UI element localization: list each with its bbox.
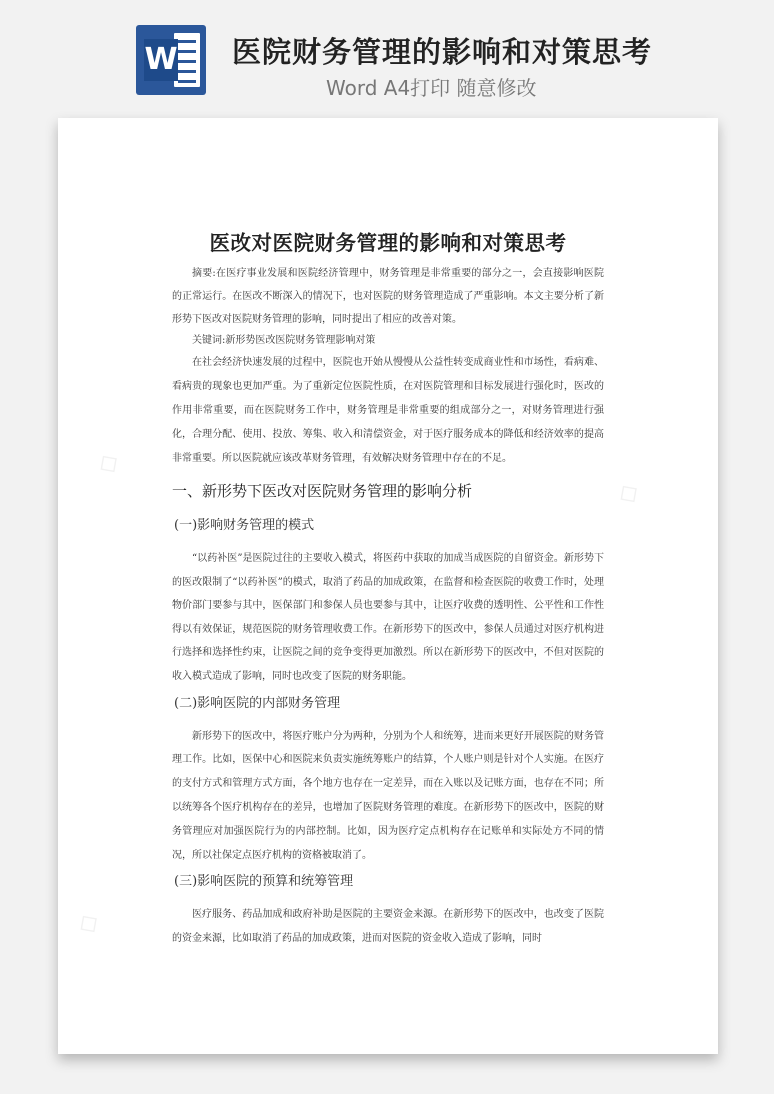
section-heading: 一、新形势下医改对医院财务管理的影响分析 [172,482,473,500]
watermark-mark: ◇ [71,904,105,942]
subsection-heading-3: (三)影响医院的预算和统筹管理 [174,874,354,890]
keywords-paragraph: 关键词:新形势医改医院财务管理影响对策 [192,335,376,346]
subsection-1-paragraph: “以药补医”是医院过往的主要收入模式，将医药中获取的加成当成医院的自留资金。新形势下的医改限制了“以药补医”的模式，取消了药品的加成政策，在监督和检查医院的收费工作时，处理物价部门要参与其中，医保部门和参保人员也要参与其中，让医疗收费的透明性、公平性和工作性得以有效保证，规范医院的财务管理收费工作。在新形势下的医改中，参保人员通过对医疗机构进行选择和选择性约束，让医院之间的竞争变得更加激烈。所以在新形势下的医改中，不但对医院的收入模式造成了影响，同时也改变了医院的财务职能。 [172,553,604,682]
intro-paragraph: 在社会经济快速发展的过程中，医院也开始从慢慢从公益性转变成商业性和市场性，看病难、看病贵的现象也更加严重。为了重新定位医院性质，在对医院管理和目标发展进行强化时，医改的作用非常重要，而在医院财务工作中，财务管理是非常重要的组成部分之一，对财务管理进行强化，合理分配、使用、投放、筹集、收入和清偿资金，对于医疗服务成本的降低和经济效率的提高非常重要。所以医院就应该改革财务管理，有效解决财务管理中存在的不足。 [172,357,604,464]
subsection-2-paragraph: 新形势下的医改中，将医疗账户分为两种，分别为个人和统筹，进而来更好开展医院的财务管理工作。比如，医保中心和医院来负责实施统筹账户的结算，个人账户则是针对个人实施。在医疗的支付方式和管理方式方面，各个地方也存在一定差异，而在入账以及记账方面，也存在不同；所以统筹各个医疗机构存在的差异，也增加了医院财务管理的难度。在新形势下的医改中，医院的财务管理应对加强医院行为的内部控制。比如，因为医疗定点机构存在记账单和实际处方不同的情况，所以社保定点医疗机构的资格被取消了。 [172,730,604,861]
document-content [172,228,604,951]
subsection-heading-2: (二)影响医院的内部财务管理 [174,695,341,711]
abstract-paragraph: 摘要:在医疗事业发展和医院经济管理中，财务管理是非常重要的部分之一，会直接影响医院的正常运行。在医改不断深入的情况下，也对医院的财务管理造成了严重影响。本文主要分析了新形势下医改对医院财务管理的影响，同时提出了相应的改善对策。 [172,268,604,325]
word-document-icon [136,25,206,95]
word-letter: W [144,39,178,81]
watermark-mark: ◇ [611,474,645,512]
page-header [0,0,774,110]
subsection-heading-1: (一)影响财务管理的模式 [174,518,315,533]
subsection-3-paragraph: 医疗服务、药品加成和政府补助是医院的主要资金来源。在新形势下的医改中，也改变了医院的资金来源，比如取消了药品的加成政策，进而对医院的资金收入造成了影响，同时 [172,909,604,945]
watermark-mark: ◇ [91,444,125,482]
document-title: 医改对医院财务管理的影响和对策思考 [209,231,567,255]
document-page [58,118,718,1054]
header-title: 医院财务管理的影响和对策思考 [232,35,653,69]
header-subtitle: Word A4打印 随意修改 [326,76,537,100]
